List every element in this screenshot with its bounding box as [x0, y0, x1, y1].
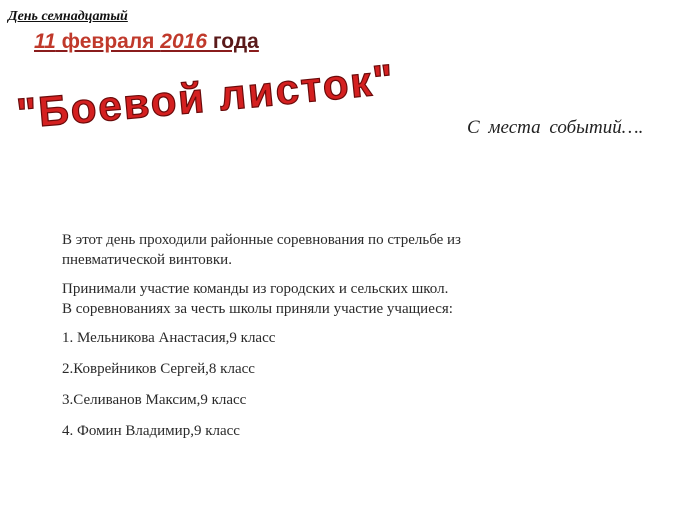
day-label: День семнадцатый: [8, 9, 128, 24]
date-word: года: [207, 30, 259, 53]
participant-item: 2.Коврейников Сергей,8 класс: [62, 361, 255, 377]
paragraph-teams: [62, 279, 562, 319]
date-month: февраля: [55, 30, 161, 53]
participant-item: 4. Фомин Владимир,9 класс: [62, 423, 240, 439]
paragraph-teams-line1: Принимали участие команды из городских и сельских школ.: [62, 281, 449, 297]
paragraph-intro: В этот день проходили районные соревнования по стрельбе из пневматической винтовки.: [62, 232, 461, 268]
date-year: 2016: [160, 30, 207, 53]
participant-item: 3.Селиванов Максим,9 класс: [62, 392, 247, 408]
headline-textpath: "Боевой листок": [14, 55, 398, 137]
participant-item: 1. Мельникова Анастасия,9 класс: [62, 330, 276, 346]
article-body: [62, 230, 562, 452]
subtitle: С места событий….: [467, 117, 644, 138]
date-day: 11: [34, 30, 56, 53]
headline-text: [15, 55, 397, 137]
paragraph-teams-line2: В соревнованиях за честь школы приняли участие учащиеся:: [62, 301, 453, 317]
